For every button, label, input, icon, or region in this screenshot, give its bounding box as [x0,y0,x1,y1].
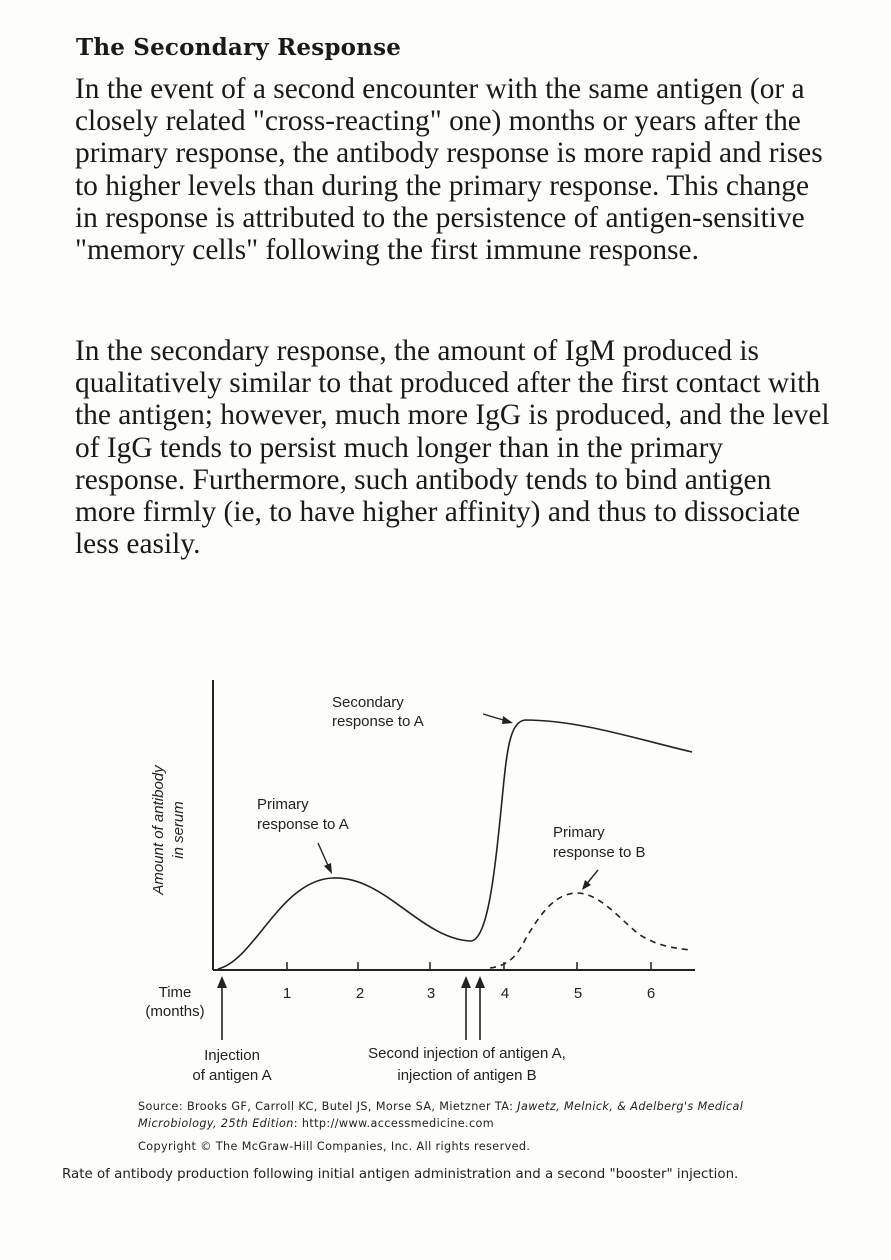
x-tick-label-6: 6 [646,985,656,1002]
annotation-primary-b-line2: response to B [553,844,646,861]
primary-a-arrowhead [324,863,332,874]
second-injection-arrowhead-2 [475,976,485,988]
source-prefix: Source: Brooks GF, Carroll KC, Butel JS, Morse SA, Mietzner TA: [138,1100,518,1113]
injection-a-arrowhead [217,976,227,988]
y-axis-label-line1: Amount of antibody [150,765,167,895]
antigen-b-response-curve [490,893,690,968]
annotation-secondary-a-line2: response to A [332,713,424,730]
x-tick-label-4: 4 [500,985,510,1002]
second-injection-label-line1: Second injection of antigen A, [368,1045,566,1062]
source-book-title: Jawetz, Melnick, & Adelberg's Medical Microbiology, 25th Edition [138,1100,744,1130]
second-injection-arrows [466,984,480,1040]
annotation-primary-a-line1: Primary [257,796,309,813]
section-heading: The Secondary Response [76,34,402,61]
source-suffix: : http://www.accessmedicine.com [293,1117,495,1130]
secondary-a-arrowhead [502,716,513,724]
y-axis-label-line2: in serum [170,801,187,859]
second-injection-label-line2: injection of antigen B [397,1067,537,1084]
figure-caption: Rate of antibody production following initial antigen administration and a second "booster" injection. [62,1167,739,1182]
primary-b-arrowhead [582,880,591,890]
x-tick-label-2: 2 [355,985,365,1002]
annotation-secondary-a-line1: Secondary [332,694,404,711]
paragraph-1: In the event of a second encounter with the same antigen (or a closely related "cross-reacting" one) months or years after the primary response, the antibody response is more rapid and rises to higher levels than during the primary response. This change in response is attributed to the persistence of antigen-sensitive "memory cells" following the first immune response. [75,73,823,267]
annotation-primary-a-line2: response to A [257,816,349,833]
x-tick-label-1: 1 [282,985,292,1002]
second-injection-arrowhead-1 [461,976,471,988]
injection-a-label-line1: Injection [204,1047,260,1064]
injection-a-label-line2: of antigen A [192,1067,272,1084]
figure-source [138,1098,778,1132]
x-axis-label-line1: Time [158,984,192,1001]
annotation-primary-b-line1: Primary [553,824,605,841]
x-tick-marks [287,962,651,970]
x-tick-label-5: 5 [573,985,583,1002]
paragraph-2: In the secondary response, the amount of IgM produced is qualitatively similar to that produced after the first contact with the antigen; however, much more IgG is produced, and the level of IgG tends to persist much longer than in the primary response. Furthermore, such antibody tends to bind antigen more firmly (ie, to have higher affinity) and thus to dissociate less easily. [75,335,830,561]
x-axis-label-line2: (months) [145,1003,205,1020]
figure-copyright: Copyright © The McGraw-Hill Companies, Inc. All rights reserved. [138,1140,531,1153]
x-tick-label-3: 3 [426,985,436,1002]
